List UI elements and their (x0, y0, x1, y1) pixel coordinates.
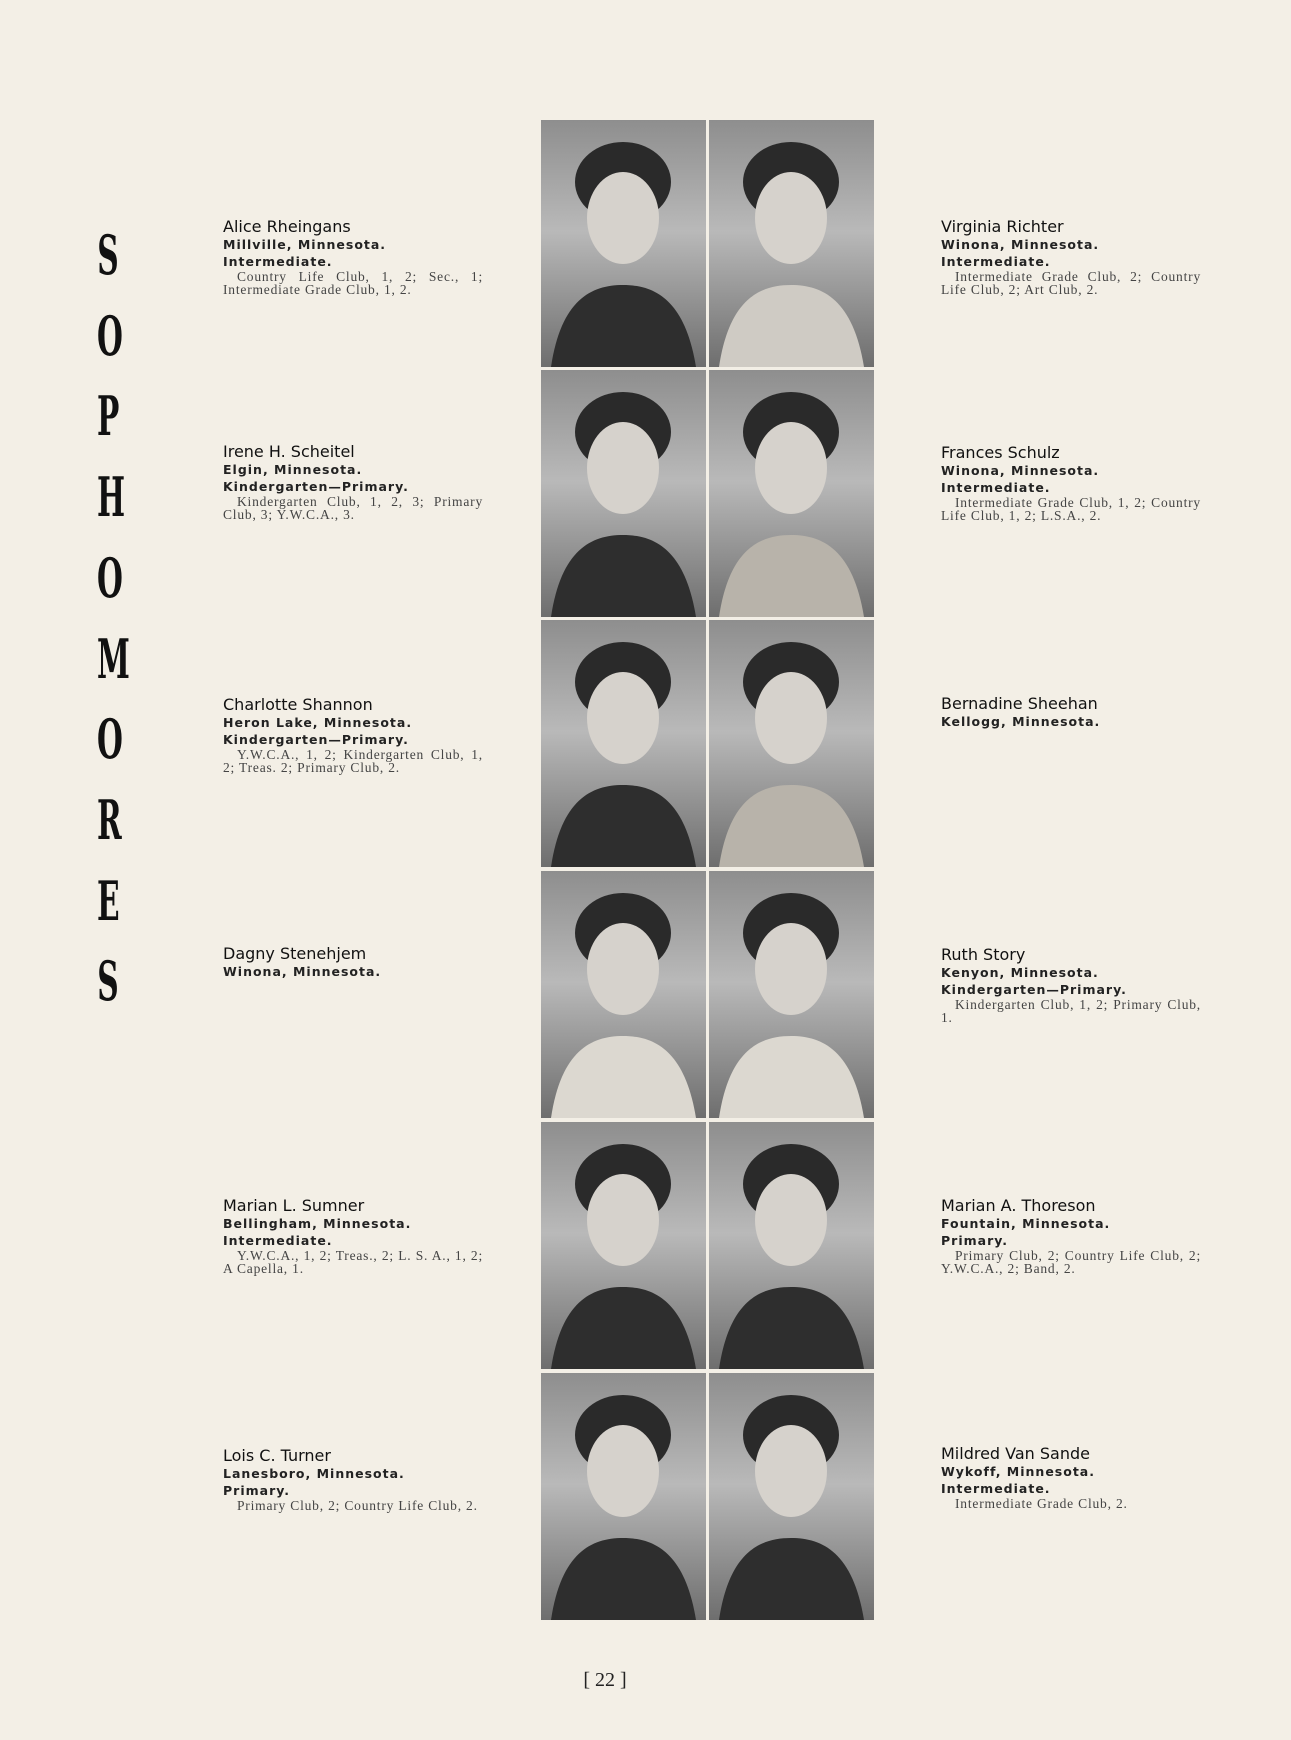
student-course: Kindergarten—Primary. (941, 982, 1127, 997)
student-name: Charlotte Shannon (223, 695, 373, 714)
student-activities: Country Life Club, 1, 2; Sec., 1; Intermediate Grade Club, 1, 2. (223, 269, 483, 297)
student-portrait-photo (709, 120, 874, 367)
student-activities: Y.W.C.A., 1, 2; Treas., 2; L. S. A., 1, 2; A Capella, 1. (223, 1248, 483, 1276)
title-letter: O (97, 707, 123, 772)
student-portrait-photo (709, 1373, 874, 1620)
title-letter: H (97, 465, 126, 530)
title-letter: S (97, 949, 119, 1014)
student-name: Irene H. Scheitel (223, 442, 355, 461)
student-activities: Kindergarten Club, 1, 2, 3; Primary Club, 3; Y.W.C.A., 3. (223, 494, 483, 522)
student-course: Kindergarten—Primary. (223, 732, 409, 747)
title-letter: O (97, 545, 123, 610)
student-course: Intermediate. (941, 254, 1051, 269)
student-name: Virginia Richter (941, 217, 1064, 236)
student-name: Dagny Stenehjem (223, 944, 367, 963)
title-letter: S (97, 223, 119, 287)
student-name: Bernadine Sheehan (941, 694, 1098, 713)
student-entry-left (223, 695, 483, 774)
student-portrait-photo (541, 120, 706, 367)
student-entry-right (941, 217, 1201, 296)
title-letter: R (97, 787, 122, 852)
student-portrait-photo (709, 871, 874, 1118)
student-town: Kellogg, Minnesota. (941, 714, 1101, 729)
student-entry-left (223, 1446, 483, 1512)
page-number: [ 22 ] (583, 1669, 627, 1691)
section-title-sophomores (88, 215, 128, 1022)
student-portrait-photo (541, 871, 706, 1118)
student-course: Primary. (223, 1483, 290, 1498)
student-activities: Intermediate Grade Club, 2. (955, 1496, 1128, 1511)
student-town: Elgin, Minnesota. (223, 462, 363, 477)
student-town: Winona, Minnesota. (941, 463, 1100, 478)
student-town: Wykoff, Minnesota. (941, 1464, 1095, 1479)
student-name: Lois C. Turner (223, 1446, 331, 1465)
student-entry-left (223, 1196, 483, 1275)
student-course: Intermediate. (941, 1481, 1051, 1496)
student-course: Primary. (941, 1233, 1008, 1248)
student-entry-right (941, 694, 1201, 730)
student-town: Winona, Minnesota. (941, 237, 1100, 252)
student-entry-right (941, 1444, 1201, 1510)
student-name: Frances Schulz (941, 443, 1060, 462)
student-entry-left (223, 217, 483, 296)
student-name: Marian A. Thoreson (941, 1196, 1096, 1215)
student-portrait-photo (541, 1122, 706, 1369)
title-letter: P (97, 384, 120, 449)
student-town: Lanesboro, Minnesota. (223, 1466, 405, 1481)
student-name: Mildred Van Sande (941, 1444, 1090, 1463)
student-portrait-photo (709, 1122, 874, 1369)
student-course: Intermediate. (223, 1233, 333, 1248)
student-activities: Kindergarten Club, 1, 2; Primary Club, 1. (941, 997, 1201, 1025)
student-course: Intermediate. (223, 254, 333, 269)
student-portrait-photo (541, 1373, 706, 1620)
student-town: Millville, Minnesota. (223, 237, 387, 252)
title-letter: E (97, 868, 120, 933)
student-entry-left (223, 944, 483, 980)
student-town: Heron Lake, Minnesota. (223, 715, 413, 730)
student-entry-right (941, 945, 1201, 1024)
student-activities: Y.W.C.A., 1, 2; Kindergarten Club, 1, 2; Treas. 2; Primary Club, 2. (223, 747, 483, 775)
student-entry-left (223, 442, 483, 521)
student-activities: Primary Club, 2; Country Life Club, 2; Y.W.C.A., 2; Band, 2. (941, 1248, 1201, 1276)
student-name: Marian L. Sumner (223, 1196, 365, 1215)
student-town: Kenyon, Minnesota. (941, 965, 1099, 980)
student-activities: Primary Club, 2; Country Life Club, 2. (237, 1498, 478, 1513)
student-portrait-photo (709, 620, 874, 867)
title-letter: O (97, 303, 123, 368)
student-course: Kindergarten—Primary. (223, 479, 409, 494)
student-name: Ruth Story (941, 945, 1026, 964)
student-portrait-photo (709, 370, 874, 617)
student-town: Bellingham, Minnesota. (223, 1216, 412, 1231)
student-activities: Intermediate Grade Club, 1, 2; Country Life Club, 1, 2; L.S.A., 2. (941, 495, 1201, 523)
student-activities: Intermediate Grade Club, 2; Country Life Club, 2; Art Club, 2. (941, 269, 1201, 297)
student-portrait-photo (541, 370, 706, 617)
student-entry-right (941, 1196, 1201, 1275)
student-town: Fountain, Minnesota. (941, 1216, 1111, 1231)
student-portrait-photo (541, 620, 706, 867)
student-entry-right (941, 443, 1201, 522)
student-name: Alice Rheingans (223, 217, 351, 236)
title-letter: M (97, 626, 130, 691)
student-course: Intermediate. (941, 480, 1051, 495)
student-town: Winona, Minnesota. (223, 964, 382, 979)
